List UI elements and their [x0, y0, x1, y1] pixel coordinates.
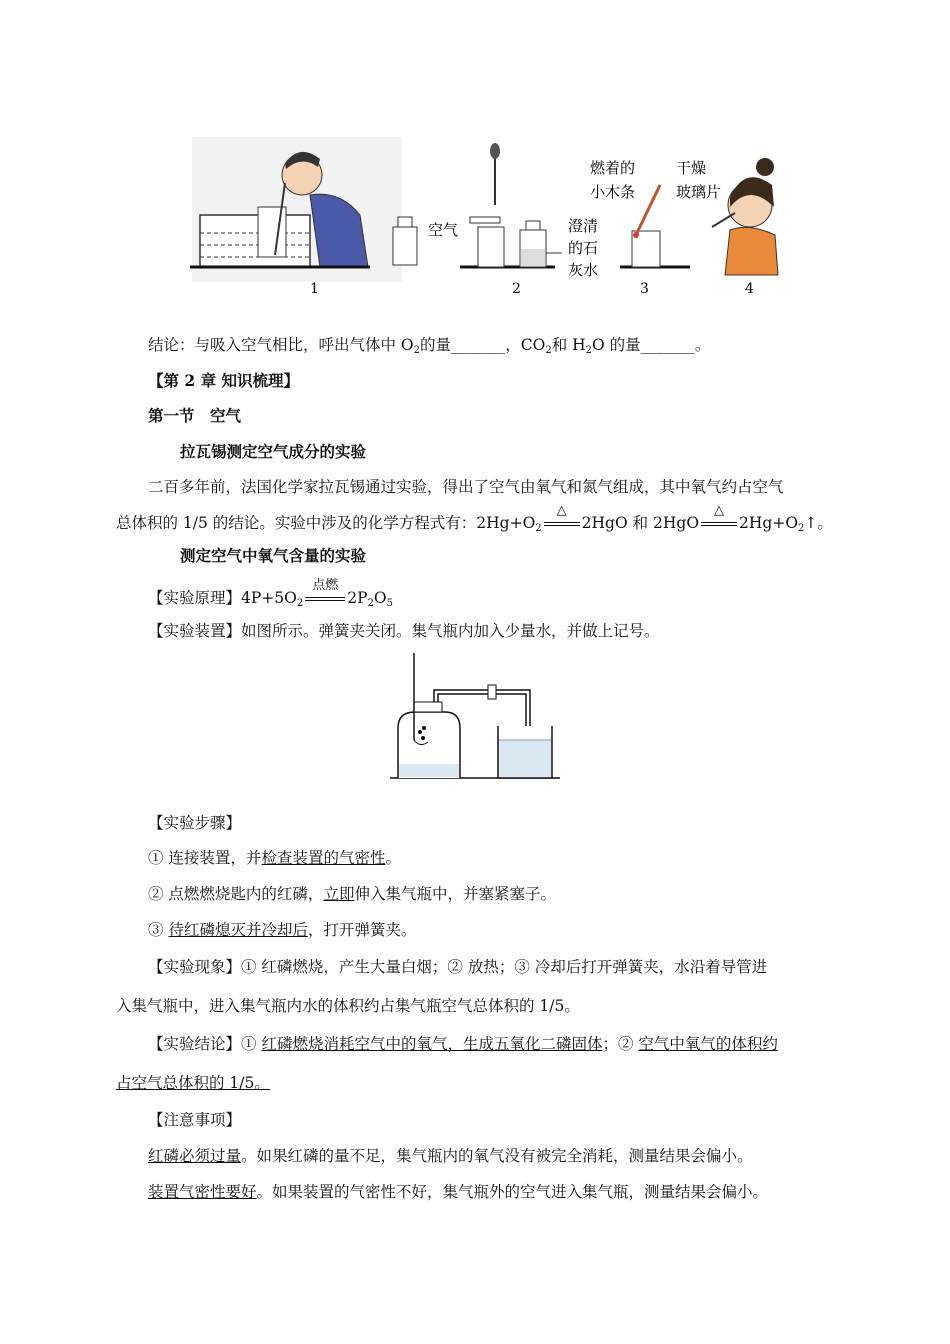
heat-arrow-2: △	[699, 512, 739, 534]
chapter-title: 【第 2 章 知识梳理】	[148, 371, 299, 390]
burning-stick	[636, 185, 660, 235]
dry-glass-plate	[712, 213, 735, 227]
note-1: 红磷必须过量。如果红磷的量不足，集气瓶内的氧气没有被完全消耗，测量结果会偏小。	[148, 1147, 753, 1165]
svg-text:燃着的小木条: 燃着的小木条	[590, 159, 636, 201]
figure-number-1: 1	[310, 281, 319, 297]
step-2: ② 点燃燃烧匙内的红磷，立即伸入集气瓶中，并塞紧塞子。	[148, 885, 556, 903]
note-2: 装置气密性要好。如果装置的气密性不好，集气瓶外的空气进入集气瓶，测量结果会偏小。	[148, 1183, 769, 1201]
step-3: ③ 待红磷熄灭并冷却后，打开弹簧夹。	[148, 921, 417, 939]
principle-line: 【实验原理】$4P+5O_2$ 点燃 $2P_2O_5$	[148, 578, 393, 609]
ignite-arrow: 点燃	[303, 587, 347, 609]
apparatus-line: 【实验装置】如图所示。弹簧夹关闭。集气瓶内加入少量水，并做上记号。	[148, 622, 660, 640]
svg-text:干燥玻璃片: 干燥玻璃片	[676, 159, 722, 201]
conclusion-exp-line-2: 占空气总体积的 1/5。	[116, 1074, 270, 1092]
water-trough	[200, 215, 310, 267]
bottle-2a	[478, 227, 504, 267]
inverted-bottle	[258, 207, 286, 257]
lavoisier-heading: 拉瓦锡测定空气成分的实验	[180, 442, 367, 461]
girl-shirt	[725, 227, 778, 275]
air-label: 空气	[428, 221, 459, 239]
steps-label: 【实验步骤】	[148, 814, 242, 832]
spring-clip	[488, 685, 496, 699]
conclusion-exp-line-1: 【实验结论】① 红磷燃烧消耗空气中的氧气，生成五氧化二磷固体；② 空气中氧气的体积约	[148, 1035, 778, 1053]
heat-arrow-1: △	[542, 512, 582, 534]
lavoisier-para-2: 总体积的 1/5 的结论。实验中涉及的化学方程式有：$2Hg+O_2$ △ 2HgO 和 2HgO △ $2Hg+O_2↑$。	[116, 503, 833, 534]
lavoisier-para-1: 二百多年前，法国化学家拉瓦锡通过实验，得出了空气由氧气和氮气组成，其中氧气约占空气	[148, 478, 784, 496]
figure-number-3: 3	[640, 281, 649, 297]
phenomenon-line-1: 【实验现象】① 红磷燃烧，产生大量白烟；② 放热；③ 冷却后打开弹簧夹，水沿着导管进	[148, 958, 768, 976]
apparatus-figure	[390, 648, 560, 783]
svg-text:空气	[428, 221, 458, 239]
oxygen-exp-heading: 测定空气中氧气含量的实验	[180, 546, 367, 565]
figure-number-4: 4	[745, 281, 754, 297]
conclusion-line: 结论：与吸入空气相比，呼出气体中 $O_2$的量_______，$CO_2$和 $H_2O$ 的量_______。	[148, 336, 711, 356]
air-bottle	[393, 227, 417, 265]
figure-number-2: 2	[512, 281, 521, 297]
section-title: 第一节 空气	[148, 406, 242, 425]
svg-text:澄清的石灰水: 澄清的石灰水	[568, 217, 599, 279]
stopper	[414, 702, 442, 712]
phenomenon-line-2: 入集气瓶中，进入集气瓶内水的体积约占集气瓶空气总体积的 1/5。	[116, 997, 580, 1015]
breathing-experiment-figure	[190, 135, 790, 300]
notes-label: 【注意事项】	[148, 1111, 242, 1129]
step-1: ① 连接装置，并检查装置的气密性。	[148, 849, 401, 867]
